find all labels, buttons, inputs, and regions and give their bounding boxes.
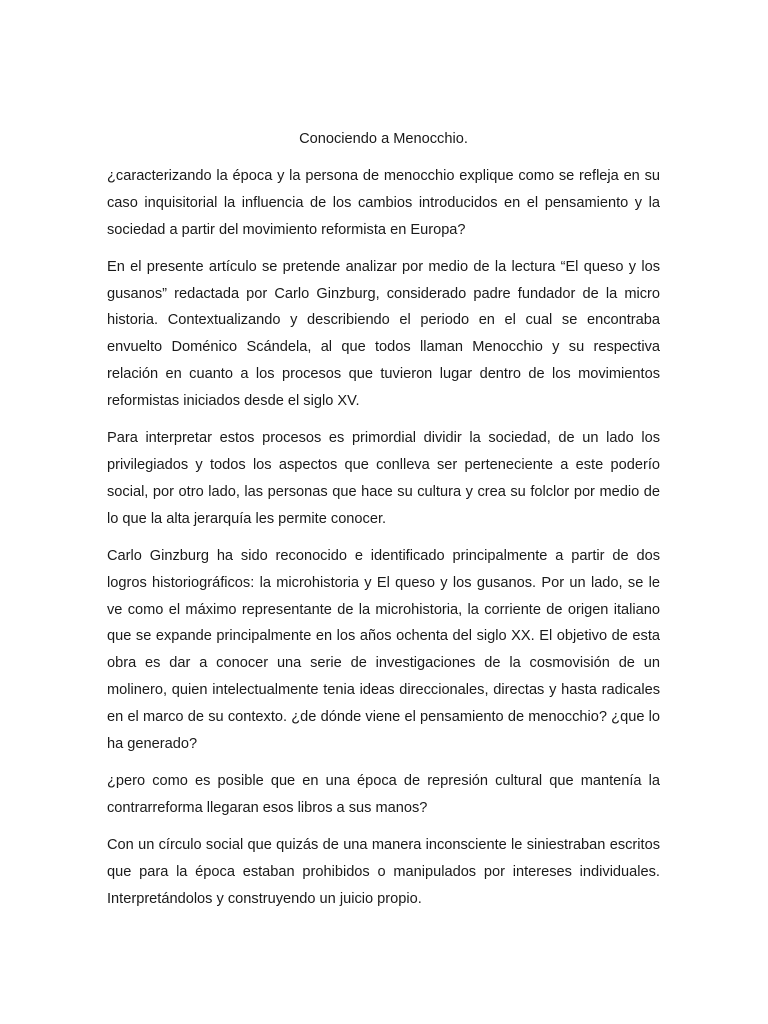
paragraph-ginzburg: Carlo Ginzburg ha sido reconocido e identificado principalmente a partir de dos logros historiográficos: la microhistoria y El queso y los gusanos. Por un lado, se le ve como el máximo representante de la microhistoria, la corriente de origen italiano que se expande principalmente en los años ochenta del siglo XX. El objetivo de esta obra es dar a conocer una serie de investigaciones de la cosmovisión de un molinero, quien intelectualmente tenia ideas direccionales, directas y hasta radicales en el marco de su contexto. ¿de dónde viene el pensamiento de menocchio? ¿que lo ha generado? [107,547,660,753]
paragraph-question: ¿caracterizando la época y la persona de menocchio explique como se refleja en su caso inquisitorial la influencia de los cambios introducidos en el pensamiento y la sociedad a partir del movimiento reformista en Europa? [107,167,660,238]
document-page [107,126,660,922]
paragraph-social-circle: Con un círculo social que quizás de una manera inconsciente le siniestraban escritos que para la época estaban prohibidos o manipulados por intereses individuales. Interpretándolos y construyendo un juicio propio. [107,836,660,907]
paragraph-society: Para interpretar estos procesos es primordial dividir la sociedad, de un lado los privilegiados y todos los aspectos que conlleva ser perteneciente a este poderío social, por otro lado, las personas que hace su cultura y crea su folclor por medio de lo que la alta jerarquía les permite conocer. [107,430,660,527]
paragraph-introduction: En el presente artículo se pretende analizar por medio de la lectura “El queso y los gusanos” redactada por Carlo Ginzburg, considerado padre fundador de la micro historia. Contextualizando y describiendo el periodo en el cual se encontraba envuelto Doménico Scándela, al que todos llaman Menocchio y su respectiva relación en cuanto a los procesos que tuvieron lugar dentro de los movimientos reformistas iniciados desde el siglo XV. [107,258,660,410]
document-title: Conociendo a Menocchio. [299,131,468,147]
paragraph-repression-question: ¿pero como es posible que en una época de represión cultural que mantenía la contrarreforma llegaran esos libros a sus manos? [107,772,660,816]
